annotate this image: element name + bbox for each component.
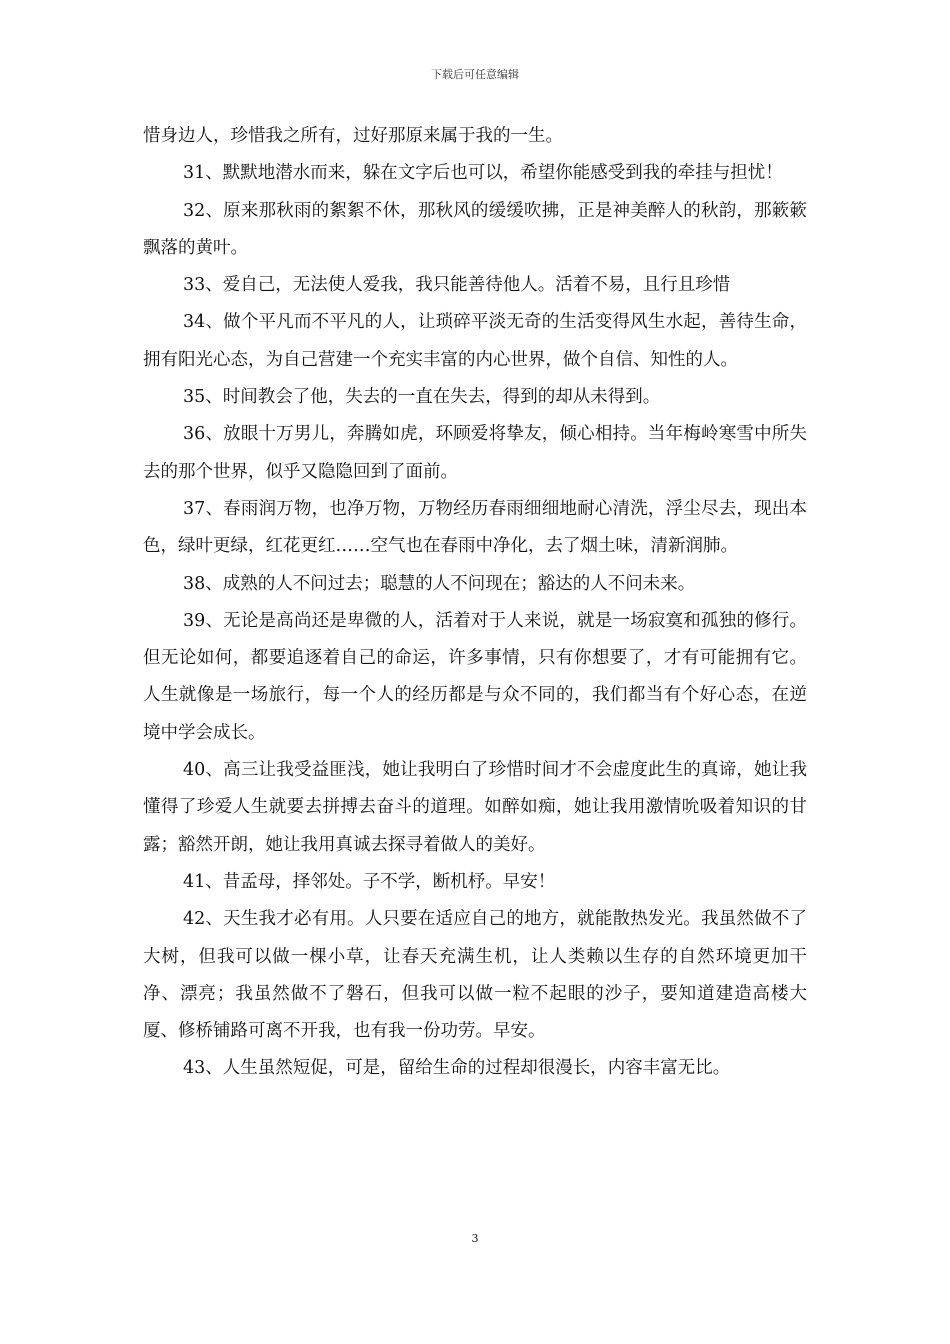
paragraph-43: 43、人生虽然短促，可是，留给生命的过程却很漫长，内容丰富无比。 xyxy=(183,1058,731,1079)
paragraph-36: 36、放眼十万男儿，奔腾如虎，环顾爱将挚友，倾心相持。当年梅岭寒雪中所失去的那个世界，似乎又隐隐回到了面前。 xyxy=(143,424,807,482)
paragraph-39: 39、无论是高尚还是卑微的人，活着对于人来说，就是一场寂寞和孤独的修行。但无论如何，都要追逐着自己的命运，许多事情，只有你想要了，才有可能拥有它。人生就像是一场旅行，每一个人的经历都是与众不同的，我们都当有个好心态，在逆境中学会成长。 xyxy=(143,610,807,743)
page-number: 3 xyxy=(471,1232,479,1245)
paragraph-32: 32、原来那秋雨的絮絮不休，那秋风的缓缓吹拂，正是神美醉人的秋韵，那簌簌飘落的黄叶。 xyxy=(143,200,807,258)
paragraph-40: 40、高三让我受益匪浅，她让我明白了珍惜时间才不会虚度此生的真谛，她让我懂得了珍爱人生就要去拼搏去奋斗的道理。如醉如痴，她让我用激情吮吸着知识的甘露；豁然开朗，她让我用真诚去探寻着做人的美好。 xyxy=(143,760,807,855)
paragraph-continuation: 惜身边人，珍惜我之所有，过好那原来属于我的一生。 xyxy=(143,126,563,146)
paragraph-37: 37、春雨润万物，也净万物，万物经历春雨细细地耐心清洗，浮尘尽去，现出本色，绿叶更绿，红花更红……空气也在春雨中净化，去了烟土味，清新润肺。 xyxy=(143,498,807,557)
page-header: 下载后可任意编辑 xyxy=(431,68,519,81)
paragraph-38: 38、成熟的人不问过去；聪慧的人不问现在；豁达的人不问未来。 xyxy=(183,573,696,594)
paragraph-34: 34、做个平凡而不平凡的人，让琐碎平淡无奇的生活变得风生水起，善待生命，拥有阳光心态，为自己营建一个充实丰富的内心世界，做个自信、知性的人。 xyxy=(143,312,807,370)
paragraph-42: 42、天生我才必有用。人只要在适应自己的地方，就能散热发光。我虽然做不了大树，但我可以做一棵小草，让春天充满生机，让人类赖以生存的自然环境更加干净、漂亮；我虽然做不了磐石，但我可以做一粒不起眼的沙子，要知道建造高楼大厦、修桥铺路可离不开我，也有我一份功劳。早安。 xyxy=(143,909,807,1042)
paragraph-35: 35、时间教会了他，失去的一直在失去，得到的却从未得到。 xyxy=(183,387,661,408)
paragraph-31: 31、默默地潜水而来，躲在文字后也可以，希望你能感受到我的牵挂与担忧！ xyxy=(183,163,783,184)
paragraph-33: 33、爱自己，无法使人爱我，我只能善待他人。活着不易，且行且珍惜 xyxy=(183,275,731,296)
paragraph-41: 41、昔孟母，择邻处。子不学，断机杼。早安！ xyxy=(183,871,556,892)
document-body xyxy=(143,118,807,1088)
